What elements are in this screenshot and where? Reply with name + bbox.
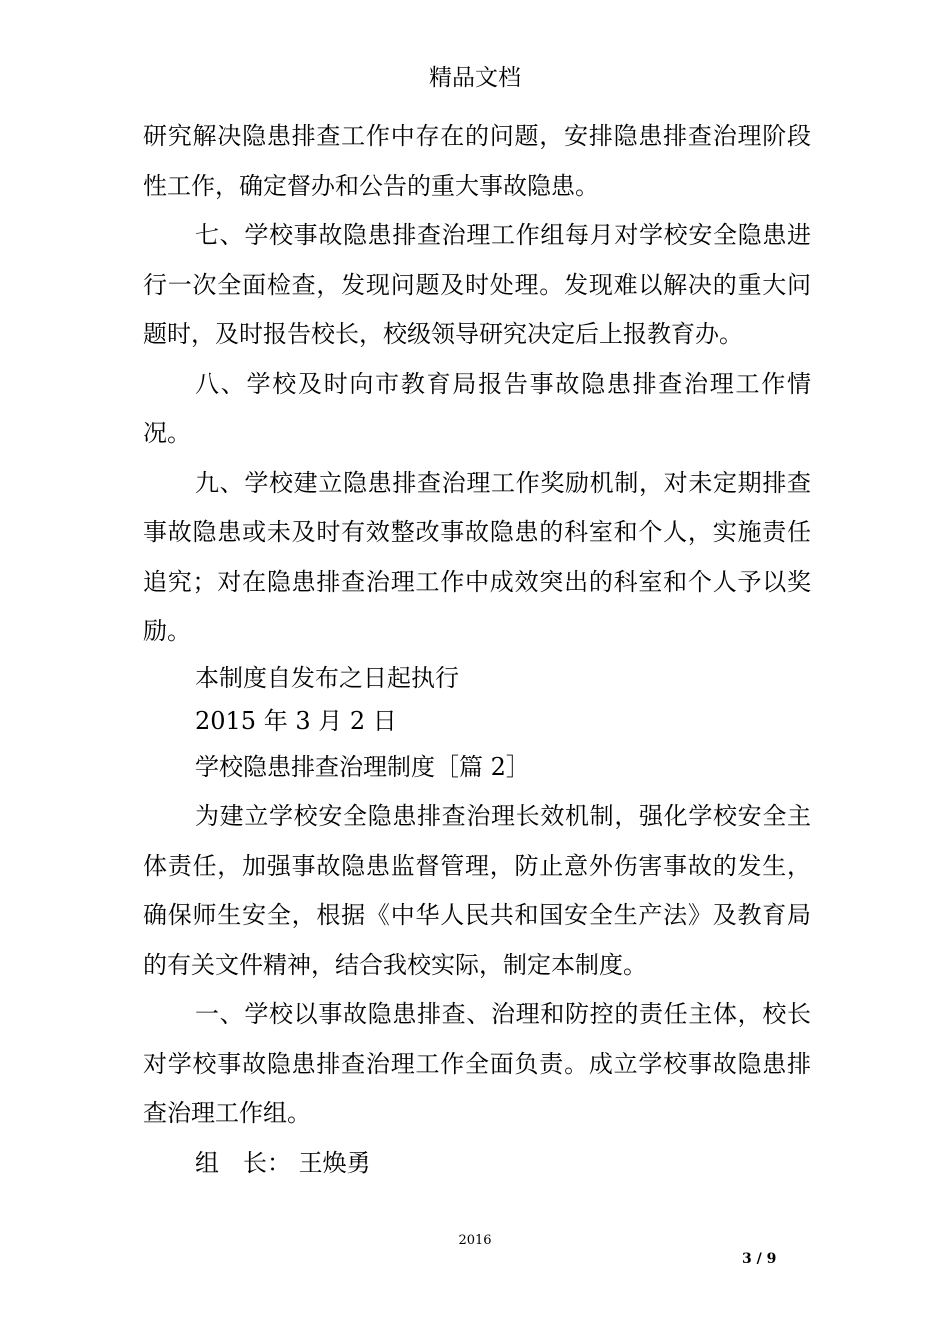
effective-statement: 本制度自发布之日起执行 bbox=[195, 663, 459, 692]
paragraph-continuation: 研究解决隐患排查工作中存在的问题，安排隐患排查治理阶段性工作，确定督办和公告的重大事故隐患。 bbox=[143, 122, 811, 200]
paragraph-item-1: 一、学校以事故隐患排查、治理和防控的责任主体，校长对学校事故隐患排查治理工作全面负责。成立学校事故隐患排查治理工作组。 bbox=[143, 1000, 811, 1127]
section-title: 学校隐患排查治理制度［篇 2］ bbox=[195, 752, 530, 781]
issue-date: 2015 年 3 月 2 日 bbox=[195, 706, 397, 735]
footer-year: 2016 bbox=[458, 1233, 492, 1248]
paragraph-item-7: 七、学校事故隐患排查治理工作组每月对学校安全隐患进行一次全面检查，发现问题及时处理。发现难以解决的重大问题时，及时报告校长，校级领导研究决定后上报教育办。 bbox=[143, 221, 811, 348]
team-leader-label: 组 长： bbox=[195, 1148, 291, 1177]
document-body bbox=[143, 112, 811, 1188]
page-header: 精品文档 bbox=[429, 65, 521, 91]
paragraph-item-9: 九、学校建立隐患排查治理工作奖励机制，对未定期排查事故隐患或未及时有效整改事故隐患的科室和个人，实施责任追究；对在隐患排查治理工作中成效突出的科室和个人予以奖励。 bbox=[143, 468, 811, 645]
team-leader-line bbox=[143, 1139, 811, 1189]
team-leader-name: 王焕勇 bbox=[298, 1148, 371, 1177]
page-indicator: 3 / 9 bbox=[742, 1251, 777, 1267]
paragraph-intro: 为建立学校安全隐患排查治理长效机制，强化学校安全主体责任，加强事故隐患监督管理，防止意外伤害事故的发生，确保师生安全，根据《中华人民共和国安全生产法》及教育局的有关文件精神，结合我校实际，制定本制度。 bbox=[143, 802, 811, 979]
paragraph-item-8: 八、学校及时向市教育局报告事故隐患排查治理工作情况。 bbox=[143, 369, 811, 447]
